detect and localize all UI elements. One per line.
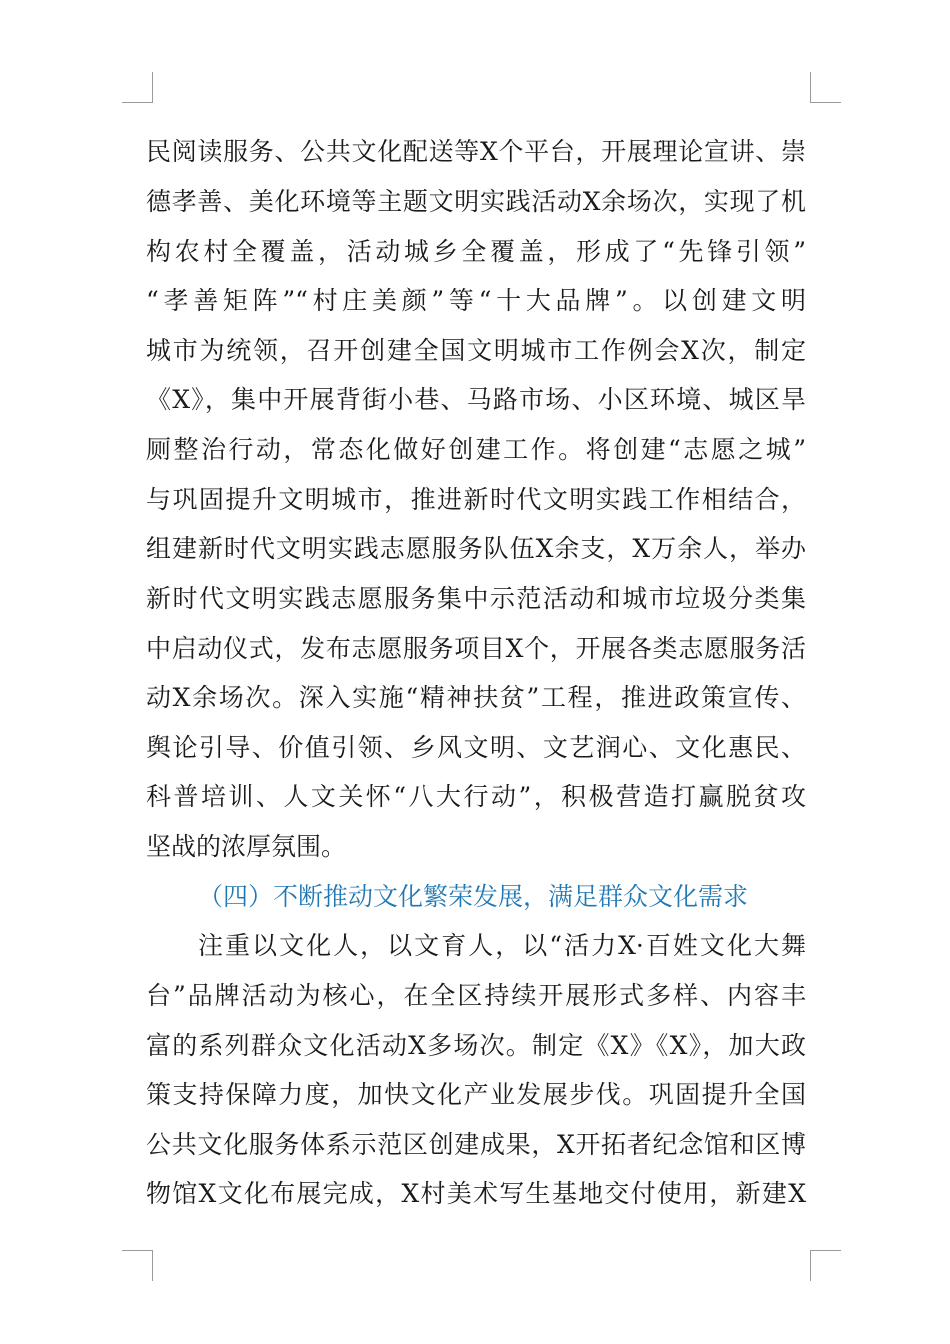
body-line: 构农村全覆盖，活动城乡全覆盖，形成了“先锋引领”: [146, 237, 806, 266]
body-line: 《X》，集中开展背街小巷、马路市场、小区环境、城区旱: [146, 385, 806, 414]
section-heading: （四）不断推动文化繁荣发展，满足群众文化需求: [198, 882, 749, 911]
body-line: 策支持保障力度，加快文化产业发展步伐。巩固提升全国: [146, 1080, 806, 1109]
crop-mark-top-left: [122, 72, 153, 103]
body-line: 与巩固提升文明城市，推进新时代文明实践工作相结合，: [146, 485, 806, 514]
crop-mark-bottom-left: [122, 1250, 153, 1281]
body-line: 物馆X文化布展完成，X村美术写生基地交付使用，新建X: [146, 1179, 806, 1208]
body-line: 厕整治行动，常态化做好创建工作。将创建“志愿之城”: [146, 435, 806, 464]
body-line: “孝善矩阵”“村庄美颜”等“十大品牌”。以创建文明: [146, 286, 806, 315]
body-line: 民阅读服务、公共文化配送等X个平台，开展理论宣讲、崇: [146, 137, 806, 166]
body-line: 科普培训、人文关怀“八大行动”，积极营造打赢脱贫攻: [146, 782, 806, 811]
body-line: 组建新时代文明实践志愿服务队伍X余支，X万余人，举办: [146, 534, 806, 563]
body-line: 富的系列群众文化活动X多场次。制定《X》《X》，加大政: [146, 1031, 806, 1060]
crop-mark-bottom-right: [810, 1250, 841, 1281]
crop-mark-top-right: [810, 72, 841, 103]
body-line: 中启动仪式，发布志愿服务项目X个，开展各类志愿服务活: [146, 634, 806, 663]
body-line: 德孝善、美化环境等主题文明实践活动X余场次，实现了机: [146, 187, 806, 216]
body-line: 台”品牌活动为核心，在全区持续开展形式多样、内容丰: [146, 981, 806, 1010]
body-line: 新时代文明实践志愿服务集中示范活动和城市垃圾分类集: [146, 584, 806, 613]
body-line: 公共文化服务体系示范区创建成果，X开拓者纪念馆和区博: [146, 1130, 806, 1159]
body-line: 城市为统领，召开创建全国文明城市工作例会X次，制定: [146, 336, 806, 365]
body-line: 坚战的浓厚氛围。: [146, 832, 347, 861]
body-line: 舆论引导、价值引领、乡风文明、文艺润心、文化惠民、: [146, 733, 806, 762]
body-line: 注重以文化人，以文育人，以“活力X·百姓文化大舞: [198, 931, 806, 960]
body-line: 动X余场次。深入实施“精神扶贫”工程，推进政策宣传、: [146, 683, 806, 712]
